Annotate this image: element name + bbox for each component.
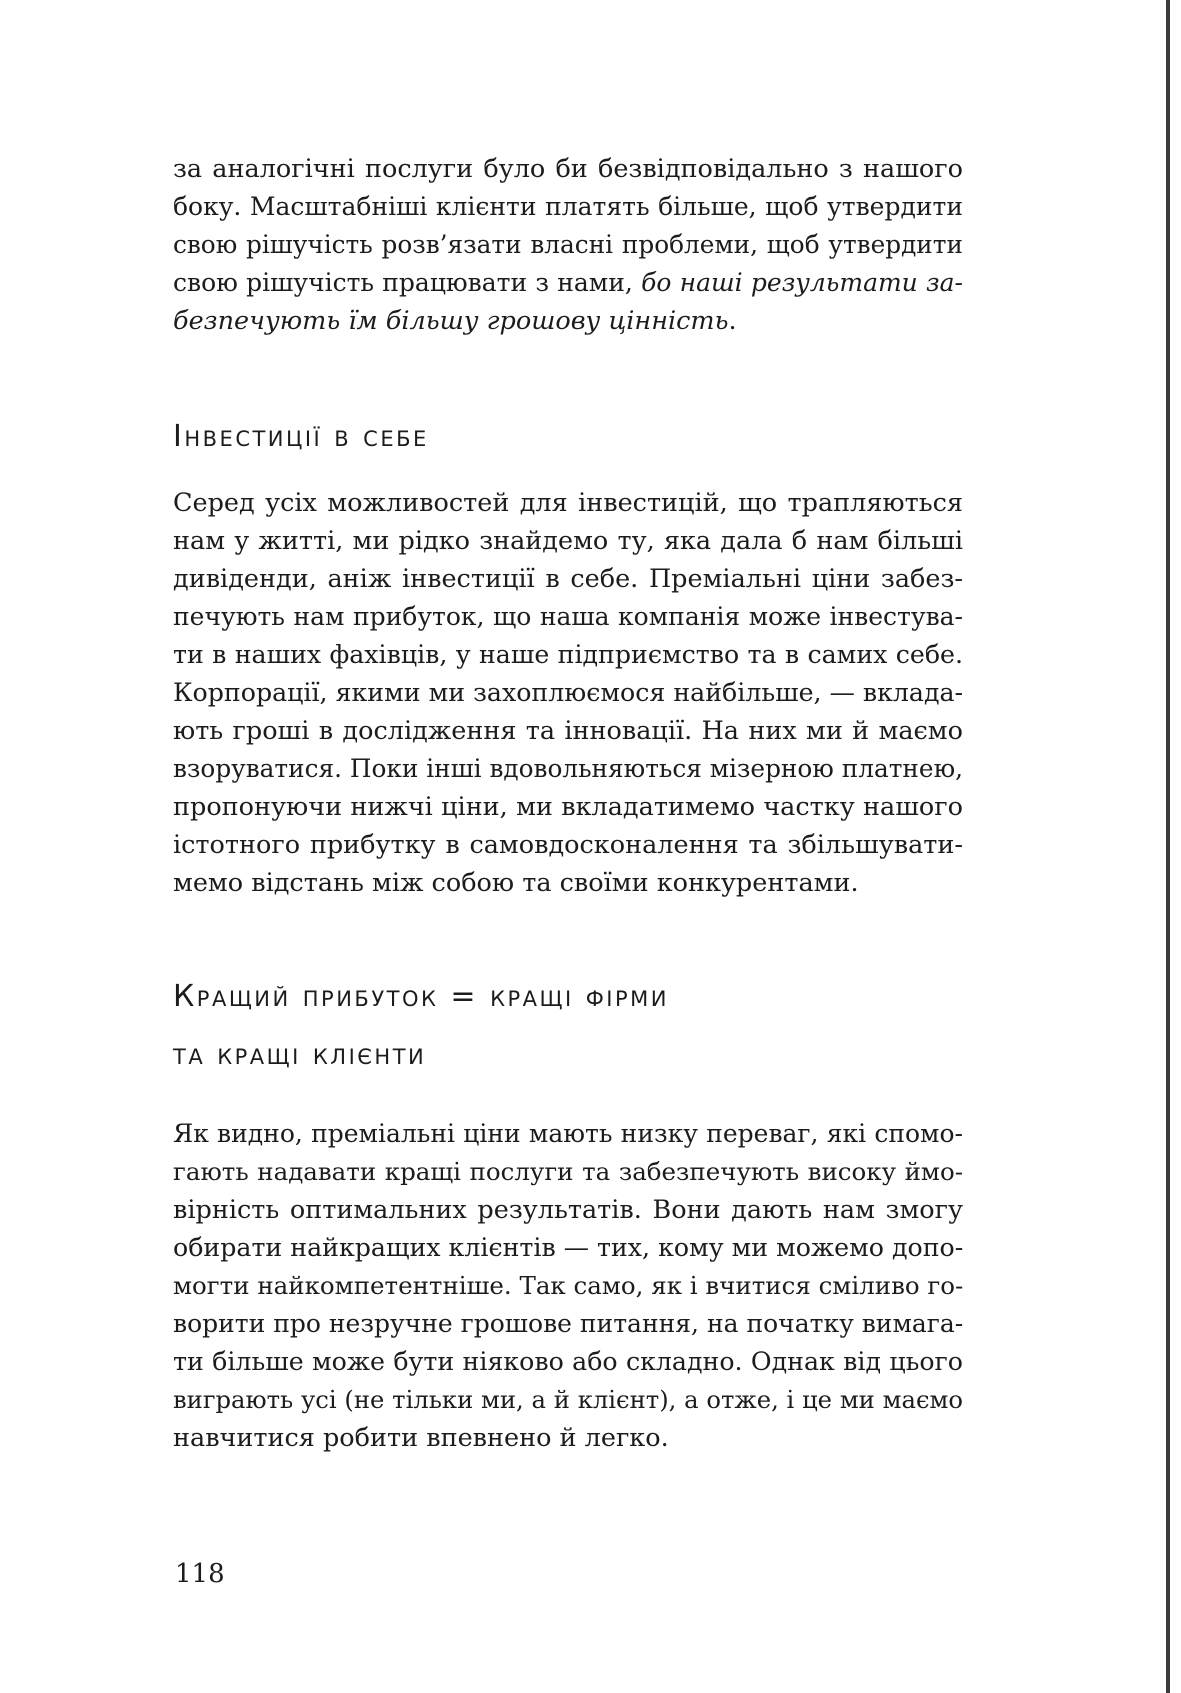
paragraph-1-line-4 [173,264,963,302]
paragraph-2-line-3: дивіденди, аніж інвестиції в себе. Преміальні ціни забез- [173,564,963,594]
paragraph-2-line-2: нам у житті, ми рідко знайдемо ту, яка дала б нам більші [173,526,963,556]
page-edge-rule [1166,0,1170,1693]
paragraph-2-line-9: пропонуючи нижчі ціни, ми вкладатимемо частку нашого [173,792,963,822]
paragraph-3-line-5: могти найкомпетентніше. Так само, як і вчитися сміливо го- [173,1271,964,1300]
section-heading-investments-text: Інвестиції в себе [173,419,429,454]
paragraph-1-line-1: за аналогічні послуги було би безвідповідально з нашого [173,154,963,184]
paragraph-1-line-4-plain: свою рішучість працювати з нами, [173,268,642,297]
paragraph-2-line-7: ють гроші в дослідження та інновації. На них ми й маємо [173,716,963,746]
page-number: 118 [175,1559,225,1589]
section-heading-investments [173,418,429,456]
paragraph-1-line-2: боку. Масштабніші клієнти платять більше, щоб утвердити [173,192,963,221]
paragraph-2-line-10: істотного прибутку в самовдосконалення та збільшувати- [173,830,963,860]
paragraph-1-line-5-end: . [728,306,737,336]
paragraph-3-line-7: ти більше може бути ніяково або складно. Однак від цього [173,1347,963,1376]
paragraph-1 [173,150,963,340]
paragraph-2-line-8: взоруватися. Поки інші вдовольняються мізерною платнею, [173,754,963,783]
paragraph-3-line-4: обирати найкращих клієнтів — тих, кому ми можемо допо- [173,1233,964,1262]
paragraph-1-line-4-italic: бо наші результати за- [641,268,964,297]
paragraph-3-line-3: вірність оптимальних результатів. Вони дають нам змогу [173,1195,963,1225]
section-heading-better-profit [173,978,669,1074]
paragraph-2 [173,484,963,902]
paragraph-1-line-5-italic: безпечують їм більшу грошову цінність [173,306,729,336]
paragraph-3 [173,1115,963,1457]
section-heading-better-profit-line-1: Кращий прибуток = кращі фірми [173,979,669,1014]
paragraph-3-line-8: виграють усі (не тільки ми, а й клієнт), а отже, і це ми маємо [173,1385,963,1414]
paragraph-2-line-4: печують нам прибуток, що наша компанія може інвестува- [173,602,963,631]
section-heading-better-profit-line-2: та кращі клієнти [173,1037,427,1072]
paragraph-3-line-6: ворити про незручне грошове питання, на початку вимага- [173,1309,964,1338]
paragraph-2-line-6: Корпорації, якими ми захоплюємося найбільше, — вклада- [173,678,964,707]
paragraph-2-line-11: мемо відстань між собою та своїми конкурентами. [173,868,859,898]
paragraph-3-line-2: гають надавати кращі послуги та забезпечують високу ймо- [173,1157,963,1186]
paragraph-2-line-5: ти в наших фахівців, у наше підприємство та в самих себе. [173,640,963,669]
paragraph-3-line-9: навчитися робити впевнено й легко. [173,1423,669,1453]
paragraph-1-line-5 [173,302,963,340]
paragraph-3-line-1: Як видно, преміальні ціни мають низку переваг, які спомо- [173,1119,963,1148]
paragraph-2-line-1: Серед усіх можливостей для інвестицій, що трапляються [173,488,963,518]
paragraph-1-line-3: свою рішучість розв’язати власні проблеми, щоб утвердити [173,230,963,259]
